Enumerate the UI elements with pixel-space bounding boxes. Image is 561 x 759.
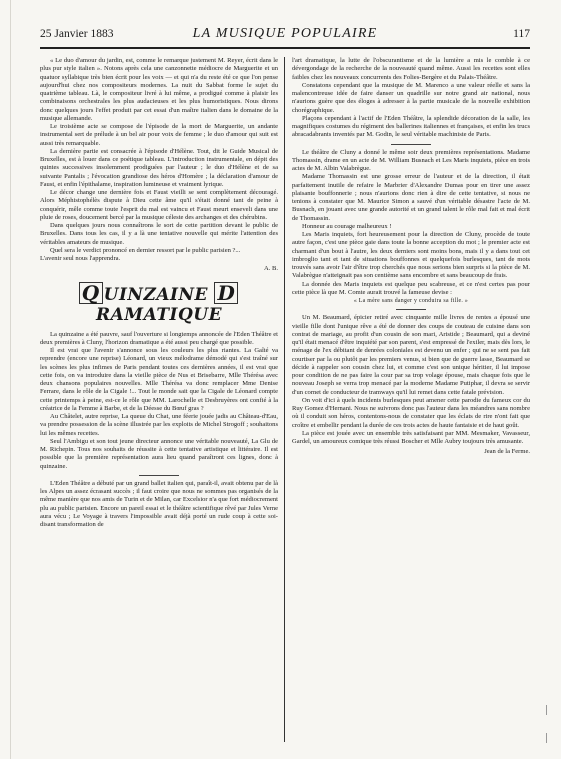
quoted-motto: « La mère sans danger y conduira sa fille. » (353, 298, 469, 304)
article-paragraph: Seul l'Ambigu et son tout jeune directeur annonce une véritable nouveauté, La Glu de M. Richepin. Tous nos souhaits de réussite à cette tentative artistique et littéraire. Il est possible que la première représentation aura lieu quand paraîtront ces lignes, donc à quinzaine. (40, 437, 278, 470)
article-paragraph: Constatons cependant que la musique de M. Marenco a une valeur réelle et sans la malencontreuse idée de faire danser un quadrille sur notre grand air national, nous n'aurions guère que des éloges à adresser à la partie musicale de la nouvelle exhibition chorégraphique. (292, 81, 530, 114)
margin-mark (546, 705, 555, 715)
article-paragraph: Le théâtre de Cluny a donné le même soir deux premières représentations. Madame Thomassin, drame en un acte de M. William Busnach et Les Maris inquiets, pièce en trois actes de M. Albin Valabrègue. (292, 148, 530, 172)
page-number: 117 (513, 28, 530, 40)
article-signature: Jean de la Ferme. (484, 448, 530, 456)
separator-rule (139, 475, 179, 476)
page-header (40, 26, 530, 46)
article-paragraph: Un M. Beaumard, épicier retiré avec cinquante mille livres de rentes a épousé une vieille fille dont l'unique rêve a été de donner des coups de couteau de cuisine dans son contrat de mariage, au profit d'un cousin de son mari, Aristide ; Beaumard, qui a deviné qu'il était menacé d'être inquiété par son parent, s'est empressé de l'exiler, mais dès lors, le ménage de l'ex débitant de denrées coloniales est devenu un enfer ; qui ne se sent pas fait courtiser par la ou plutôt par les premiers venus, si bien que de guerre lasse, Beaumard se décide à rappeler son cousin chez lui, et comme c'est son unique héritier, il lui impose pour condition de ne pas faire la cour par sa trop volage épouse, mais chaque fois que le nouveau Joseph se verra trop menacé par la moderne Madame Putiphar, il devra se servir d'un cornet de conducteur de tramways qu'il lui remet dans cette fatale prévision. (292, 314, 530, 396)
left-column (40, 57, 278, 529)
article-paragraph: On voit d'ici à quels incidents burlesques peut amener cette parodie du fameux cor du Ruy Gomez d'Hernani. Nous ne suivrons donc pas l'auteur dans les méandres sans nombre où il conduit son héros, contentons-nous de constater que les éclats de rire n'ont fait que croître et embellir pendant la durée de ces trois actes de haute fantaisie et de haut goût. (292, 396, 530, 429)
article-paragraph: l'art dramatique, la lutte de l'obscurantisme et de la lumière a mis le comble à ce dévergondage de la recherche de la nouveauté quand même. Aussi les recettes sont elles faibles chez les nouveaux concurrents des Folies-Bergère et du Palais-Théâtre. (292, 57, 530, 81)
article-paragraph: Quel sera le verdict prononcé en dernier ressort par le public parisien ?... (50, 246, 241, 254)
article-paragraph: Au Châtelet, autre reprise, La queue du Chat, une féerie jouée jadis au Château-d'Eau, va prendre possession de la scène illustrée par les exploits de Michel Strogoff ; souhaitons lui les mêmes recettes. (40, 413, 278, 437)
article-paragraph: Les Maris inquiets, fort heureusement pour la direction de Cluny, procède de toute autre façon, c'est une pièce gaie dans toute la bonne acception du mot ; le premier acte est charmant d'un bout à l'autre, les deux derniers sont moins bons, mais il y a dans tout cet imbroglio tant et tant de situations bouffonnes et quelquefois burlesques, tant de mots trouvés sans avoir l'air d'être trop cherchés que nous serions bien surpris si la pièce de M. Valabrègue n'atteignait pas son centième sans encombre et sans beaucoup de frais. (292, 231, 530, 280)
article-paragraph: « Le duo d'amour du jardin, est, comme le remarque justement M. Reyer, écrit dans le plus pur style italien ». Notons après cela une canzonnette médiocre de Marguerite et un quatuor syllabique très bien écrit pour les voix — et qui n'a du reste été ce que l'on pense aujourd'hui chez nos compositeurs modernes. La nuit du Sabbat forme le sujet du quatrième tableau. Là, le compositeur livré à lui même, a prodigué comme à plaisir les combinaisons orchestrales les plus audacieuses et les plus humoristiques. Nous dirons donc quelques jours l'effet produit par cet essai d'un maître italien dans le domaine de la musique allemande. (40, 57, 278, 122)
article-paragraph: Plaçons cependant à l'actif de l'Eden Théâtre, la splendide décoration de la salle, les magnifiques costumes du régiment des ballerines italiennes et françaises, et enfin les trucs abracadabrants inventés par M. Godin, le seul véritable machiniste de Paris. (292, 114, 530, 139)
article-signature: A. B. (263, 265, 278, 273)
separator-rule (396, 309, 426, 310)
header-rule (40, 47, 530, 49)
article-paragraph: Le troisième acte se compose de l'épisode de la mort de Marguerite, un andante instrumental sert de prélude à un bel air pour voix de femme ; le duo d'amour qui suit est aussi très remarquable. (40, 123, 278, 147)
column-divider (284, 57, 285, 742)
article-paragraph: La pièce est jouée avec un ensemble très satisfaisant par MM. Mesmaker, Vavasseur, Gardel, un amoureux comique très réussi Boscher et Mlle Aubry toujours très amusante. (292, 429, 530, 445)
article-paragraph: La dernière partie est consacrée à l'épisode d'Hélène. Tout, dit le Guide Musical de Bruxelles, est à louer dans ce poétique tableau. L'introduction instrumentale, en dépit des quintes successives insolemment prodiguées par l'auteur ; le duo d'Hélène et de sa suivante Pantalis ; l'évocation grandiose des héros d'Homère ; la déclaration d'amour de Faust, et enfin l'épithalame, inspiration lumineuse et vraiment lyrique. (40, 147, 278, 188)
publication-title: LA MUSIQUE POPULAIRE (192, 26, 378, 41)
article-paragraph: Il est vrai que l'avenir s'annonce sous les couleurs les plus riantes. La Gaîté va reprendre (encore une reprise) Léonard, un vieux mélodrame démodé qui s'est traîné sur les scènes les plus infimes de Paris pendant toutes ces dernières années, il est vrai que cette fois, on va introduire dans la vieille pièce de Nus et Brisebarre, Mlle Thérésa avec deux chansons populaires nouvelles. Mlle Thérésa va donc remplacer Mme Denise Ferrare, dans le rôle de la Cigale !... Tout le monde sait que la Cigale de Léonard compte cette printemps à peine, est-ce le rôle que MM. Larochelle et Desbruyères ont confié à la créatrice de la Femme à Barbe, et de la Déesse du Bœuf gras ? (40, 347, 278, 412)
article-paragraph: L'avenir seul nous l'apprendra. (40, 255, 121, 262)
title-initial: D (214, 282, 238, 304)
separator-rule (391, 144, 431, 145)
title-initial: Q (79, 282, 103, 304)
section-title (40, 282, 278, 325)
article-paragraph: Madame Thomassin est une grosse erreur de l'auteur et de la direction, il était parfaitement inutile de refaire le Marbrier d'Alexandre Dumas pour en tirer une assez plaisante bouffonnerie ; nous n'aurions donc rien à dire de cette tentative, si nous ne tenions à constater que M. Maurice Simon a sauvé d'un véritable désastre l'acte de M. Busnach, en jouant avec une grande autorité et un grand talent le rôle mal fait et mal écrit de Thomassin. (292, 173, 530, 222)
article-paragraph: L'Eden Théâtre a débuté par un grand ballet italien qui, paraît-il, avait obtenu par de là les Alpes un assez écrasant succès ; il faut croire que nous ne sommes pas organisés de la même manière que nos amis de Turin et de Milan, car Excelsior n'a que fort médiocrement plu au public parisien. Encore un pareil essai et le théâtre scientifique rêvé par Jules Verne aura vécu ; Le Voyage à travers l'impossible avait déjà porté un rude coup à cette soi-disant transformation de (40, 479, 278, 528)
title-word: UINZAINE (103, 284, 209, 305)
article-paragraph: Honneur au courage malheureux ! (302, 222, 392, 230)
right-column (292, 57, 530, 457)
issue-date: 25 Janvier 1883 (40, 28, 114, 40)
title-word: RAMATIQUE (95, 304, 223, 325)
margin-mark (546, 733, 555, 743)
article-paragraph: Dans quelques jours nous connaîtrons le sort de cette partition devant le public de Bruxelles. Dans tous les cas, il y a là une tentative nouvelle qui mérite l'attention des véritables amateurs de musique. (40, 222, 278, 246)
article-paragraph: La donnée des Maris inquiets est quelque peu scabreuse, et ce n'est certes pas pour cette pièce là que M. Comte aurait trouvé la fameuse devise : (292, 280, 530, 296)
scan-edge-line (10, 0, 11, 759)
article-paragraph: Le décor change une dernière fois et Faust vieilli se sent complètement découragé. Alors Méphistophélès dispute à Dieu cette âme qu'il s'était donné tant de peine à conquérir, mêle comme toute l'esprit du mal est vaincu et Faust meurt enseveli dans une pluie de roses, doucement bercé par la musique céleste des archanges et des chérubins. (40, 189, 278, 221)
article-paragraph: La quinzaine a été pauvre, sauf l'ouverture si longtemps annoncée de l'Eden Théâtre et deux premières à Cluny, l'horizon dramatique a été aussi peu chargé que possible. (40, 330, 278, 346)
